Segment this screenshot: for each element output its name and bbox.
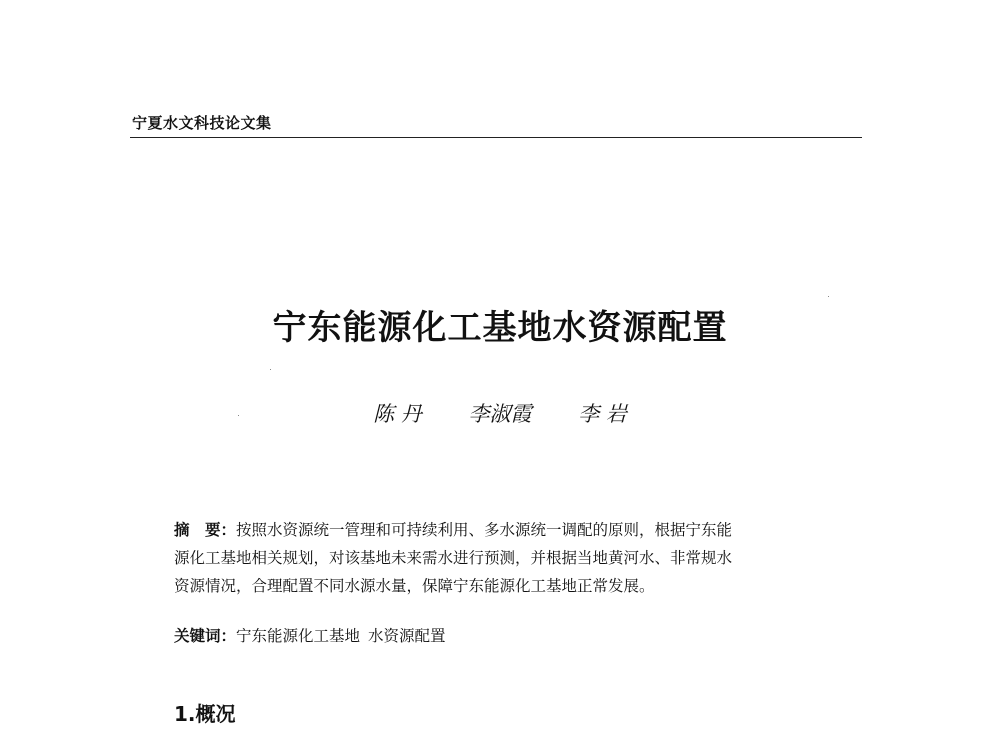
abstract-label: 摘 要： xyxy=(174,521,237,539)
author-name: 陈 丹 xyxy=(373,402,422,426)
author-list xyxy=(0,398,1000,428)
abstract-line: 源化工基地相关规划，对该基地未来需水进行预测，并根据当地黄河水、非常规水 xyxy=(174,549,733,567)
keywords xyxy=(174,622,446,650)
scan-speck xyxy=(270,369,271,370)
keywords-label: 关键词： xyxy=(174,627,237,645)
author-name: 李淑霞 xyxy=(468,402,532,426)
paper-title: 宁东能源化工基地水资源配置 xyxy=(272,308,728,348)
keyword-item: 水资源配置 xyxy=(368,627,446,645)
author-name: 李 岩 xyxy=(578,402,627,426)
header-rule xyxy=(130,137,862,138)
section-heading: 1.概况 xyxy=(174,702,236,726)
abstract-line: 资源情况，合理配置不同水源水量，保障宁东能源化工基地正常发展。 xyxy=(174,577,655,595)
abstract-line xyxy=(174,516,834,544)
abstract xyxy=(174,516,834,600)
keyword-item: 宁东能源化工基地 xyxy=(236,627,361,645)
abstract-text: 按照水资源统一管理和可持续利用、多水源统一调配的原则，根据宁东能 xyxy=(236,521,733,539)
scan-speck xyxy=(238,415,239,416)
scan-speck xyxy=(828,296,829,297)
running-header: 宁夏水文科技论文集 xyxy=(132,114,272,132)
